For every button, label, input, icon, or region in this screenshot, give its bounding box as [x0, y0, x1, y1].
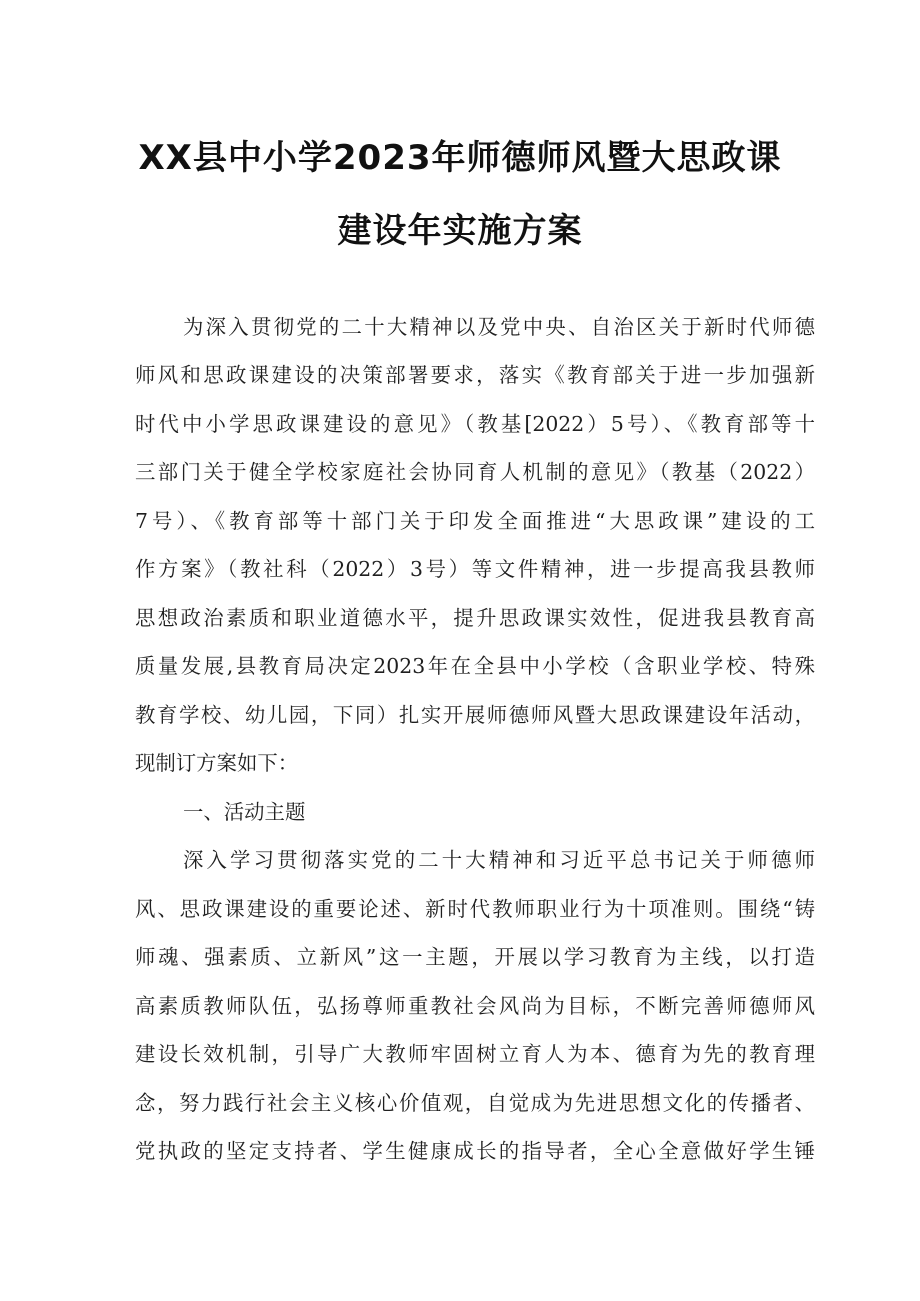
body-text-line: 现制订方案如下：: [135, 751, 299, 775]
document-title-line-2: 建设年实施方案: [337, 211, 583, 251]
body-text-line: 教育学校、幼儿园，下同）扎实开展师德师风暨大思政课建设年活动，: [135, 703, 815, 727]
body-text-line: 建设长效机制，引导广大教师牢固树立育人为本、德育为先的教育理: [135, 1042, 815, 1066]
section-heading: 一、活动主题: [183, 800, 306, 824]
body-text-line: 深入学习贯彻落实党的二十大精神和习近平总书记关于师德师: [183, 848, 815, 872]
body-text-line: 风、思政课建设的重要论述、新时代教师职业行为十项准则。围绕“铸: [135, 897, 815, 921]
body-text-line: 思想政治素质和职业道德水平，提升思政课实效性，促进我县教育高: [135, 606, 815, 630]
body-text-line: 三部门关于健全学校家庭社会协同育人机制的意见》（教基（2022）: [135, 460, 815, 484]
document-title-line-1: XX县中小学2023年师德师风暨大思政课: [138, 138, 782, 178]
body-text-line: 为深入贯彻党的二十大精神以及党中央、自治区关于新时代师德: [183, 315, 815, 339]
body-text-line: 党执政的坚定支持者、学生健康成长的指导者，全心全意做好学生锤: [135, 1139, 815, 1163]
body-text-line: 高素质教师队伍，弘扬尊师重教社会风尚为目标，不断完善师德师风: [135, 994, 815, 1018]
body-text-line: 时代中小学思政课建设的意见》（教基[2022）5号）、《教育部等十: [135, 412, 815, 436]
body-text-line: 师魂、强素质、立新风”这一主题，开展以学习教育为主线，以打造: [135, 945, 815, 969]
body-text-line: 质量发展,县教育局决定2023年在全县中小学校（含职业学校、特殊: [135, 654, 815, 678]
body-text-line: 作方案》（教社科（2022）3号）等文件精神，进一步提高我县教师: [135, 557, 815, 581]
body-text-line: 7号）、《教育部等十部门关于印发全面推进“大思政课”建设的工: [135, 509, 815, 533]
body-text-line: 师风和思政课建设的决策部署要求，落实《教育部关于进一步加强新: [135, 363, 815, 387]
body-text-line: 念，努力践行社会主义核心价值观，自觉成为先进思想文化的传播者、: [135, 1091, 815, 1115]
